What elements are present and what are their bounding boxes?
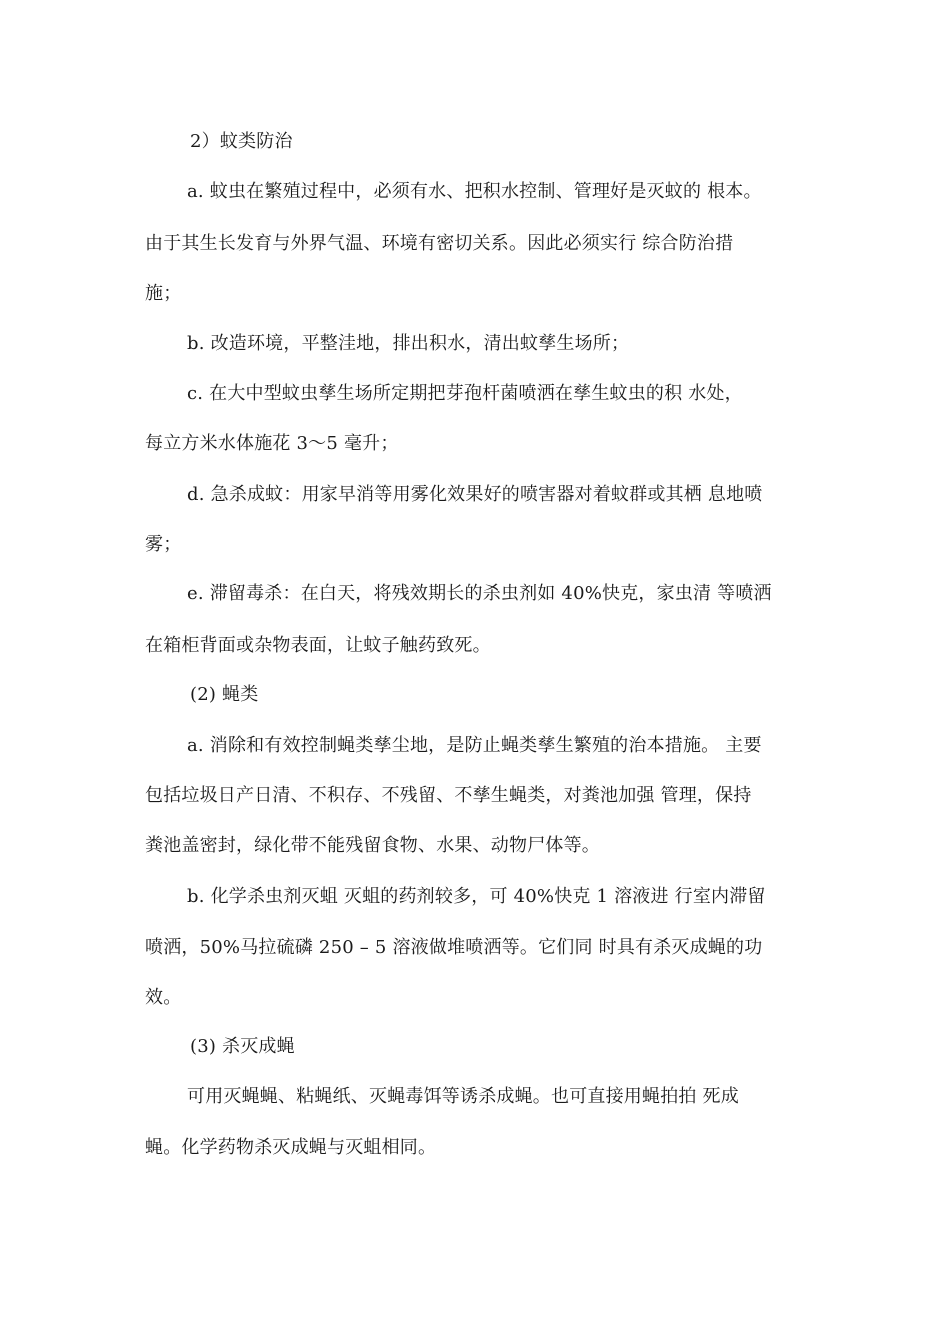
paragraph-line: a. 消除和有效控制蝇类孳尘地，是防止蝇类孳生繁殖的治本措施。 主要 <box>187 735 762 756</box>
section-heading-mosquito: 2）蚊类防治 <box>190 131 293 152</box>
paragraph-line: 蝇。化学药物杀灭成蝇与灭蛆相同。 <box>145 1137 437 1158</box>
paragraph-line: 包括垃圾日产日清、不积存、不残留、不孳生蝇类，对粪池加强 管理，保持 <box>145 785 752 806</box>
paragraph-line: a. 蚊虫在繁殖过程中，必须有水、把积水控制、管理好是灭蚊的 根本。 <box>187 181 762 202</box>
section-heading-flies: (2) 蝇类 <box>190 684 259 705</box>
paragraph-line: d. 急杀成蚊：用家早消等用雾化效果好的喷害器对着蚊群或其栖 息地喷 <box>187 484 763 505</box>
paragraph-line: 喷洒，50%马拉硫磷 250 – 5 溶液做堆喷洒等。它们同 时具有杀灭成蝇的功 <box>145 937 763 958</box>
paragraph-line: 粪池盖密封，绿化带不能残留食物、水果、动物尸体等。 <box>145 835 600 856</box>
paragraph-line: b. 化学杀虫剂灭蛆 灭蛆的药剂较多，可 40%快克 1 溶液进 行室内滞留 <box>187 886 766 907</box>
section-heading-adult-flies: (3) 杀灭成蝇 <box>190 1036 295 1057</box>
paragraph-line: 可用灭蝇蝇、粘蝇纸、灭蝇毒饵等诱杀成蝇。也可直接用蝇拍拍 死成 <box>187 1086 739 1107</box>
paragraph-line: c. 在大中型蚊虫孳生场所定期把芽孢杆菌喷洒在孳生蚊虫的积 水处， <box>187 383 743 404</box>
paragraph-line: 效。 <box>145 987 182 1008</box>
paragraph-line: 由于其生长发育与外界气温、环境有密切关系。因此必须实行 综合防治措 <box>145 233 734 254</box>
paragraph-line: b. 改造环境，平整洼地，排出积水，清出蚊孳生场所； <box>187 333 630 354</box>
paragraph-line: 雾； <box>145 534 182 555</box>
paragraph-line: 在箱柜背面或杂物表面，让蚊子触药致死。 <box>145 635 491 656</box>
paragraph-line: 施； <box>145 283 182 304</box>
paragraph-line: e. 滞留毒杀：在白天，将残效期长的杀虫剂如 40%快克，家虫清 等喷洒 <box>187 583 772 604</box>
paragraph-line: 每立方米水体施花 3〜5 毫升； <box>145 433 399 454</box>
